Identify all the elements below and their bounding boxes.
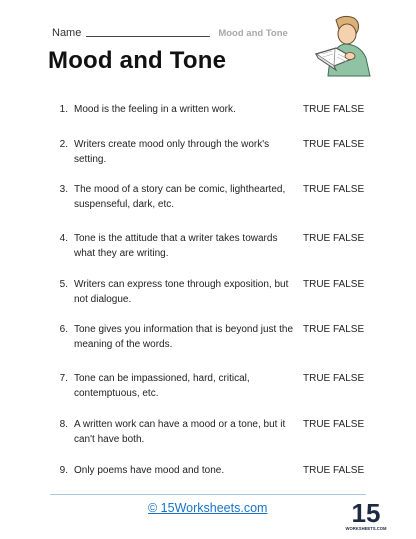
false-option[interactable]: FALSE bbox=[333, 279, 365, 290]
page-title: Mood and Tone bbox=[48, 47, 227, 74]
question-text: Mood is the feeling in a written work. bbox=[74, 104, 236, 115]
logo-text: WORKSHEETS.COM bbox=[345, 526, 387, 531]
sheet-topic: Mood and Tone bbox=[218, 28, 288, 39]
question-row bbox=[48, 371, 374, 405]
false-option[interactable]: FALSE bbox=[333, 104, 365, 115]
false-option[interactable]: FALSE bbox=[333, 324, 365, 335]
question-number: 5. bbox=[59, 279, 68, 290]
footer-divider bbox=[50, 494, 366, 495]
reading-person-icon bbox=[314, 14, 378, 82]
worksheets-logo-icon bbox=[345, 497, 387, 533]
true-option[interactable]: TRUE bbox=[303, 184, 331, 195]
name-line[interactable] bbox=[86, 36, 210, 37]
question-number: 4. bbox=[59, 233, 68, 244]
logo-number: 15 bbox=[351, 498, 381, 528]
question-row bbox=[48, 182, 374, 216]
true-option[interactable]: TRUE bbox=[303, 104, 331, 115]
question-text: A written work can have a mood or a tone, but it can't have both. bbox=[74, 419, 286, 445]
question-text: Tone gives you information that is beyond just the meaning of the words. bbox=[74, 324, 294, 350]
name-row bbox=[52, 25, 288, 39]
true-option[interactable]: TRUE bbox=[303, 465, 331, 476]
question-row bbox=[48, 231, 374, 265]
question-text: Tone is the attitude that a writer takes towards what they are writing. bbox=[74, 233, 278, 259]
question-text: Tone can be impassioned, hard, critical, contemptuous, etc. bbox=[74, 373, 250, 399]
false-option[interactable]: FALSE bbox=[333, 233, 365, 244]
question-text: Writers can express tone through exposition, but not dialogue. bbox=[74, 279, 289, 305]
question-text: The mood of a story can be comic, lighthearted, suspenseful, dark, etc. bbox=[74, 184, 286, 210]
question-row bbox=[48, 322, 374, 356]
true-option[interactable]: TRUE bbox=[303, 233, 331, 244]
question-row bbox=[48, 277, 374, 311]
question-number: 2. bbox=[59, 139, 68, 150]
true-option[interactable]: TRUE bbox=[303, 324, 331, 335]
true-option[interactable]: TRUE bbox=[303, 139, 331, 150]
question-number: 6. bbox=[59, 324, 68, 335]
false-option[interactable]: FALSE bbox=[333, 139, 365, 150]
question-number: 3. bbox=[59, 184, 68, 195]
question-number: 8. bbox=[59, 419, 68, 430]
false-option[interactable]: FALSE bbox=[333, 465, 365, 476]
true-option[interactable]: TRUE bbox=[303, 373, 331, 384]
question-text: Writers create mood only through the work's setting. bbox=[74, 139, 270, 165]
question-row bbox=[48, 463, 374, 497]
question-row bbox=[48, 102, 374, 136]
question-row bbox=[48, 137, 374, 171]
true-option[interactable]: TRUE bbox=[303, 419, 331, 430]
question-number: 9. bbox=[59, 465, 68, 476]
question-row bbox=[48, 417, 374, 451]
false-option[interactable]: FALSE bbox=[333, 419, 365, 430]
false-option[interactable]: FALSE bbox=[333, 373, 365, 384]
question-number: 7. bbox=[59, 373, 68, 384]
footer-copyright-link[interactable]: © 15Worksheets.com bbox=[148, 501, 268, 515]
question-text: Only poems have mood and tone. bbox=[74, 465, 225, 476]
name-label: Name bbox=[52, 27, 82, 39]
false-option[interactable]: FALSE bbox=[333, 184, 365, 195]
true-option[interactable]: TRUE bbox=[303, 279, 331, 290]
question-number: 1. bbox=[59, 104, 68, 115]
